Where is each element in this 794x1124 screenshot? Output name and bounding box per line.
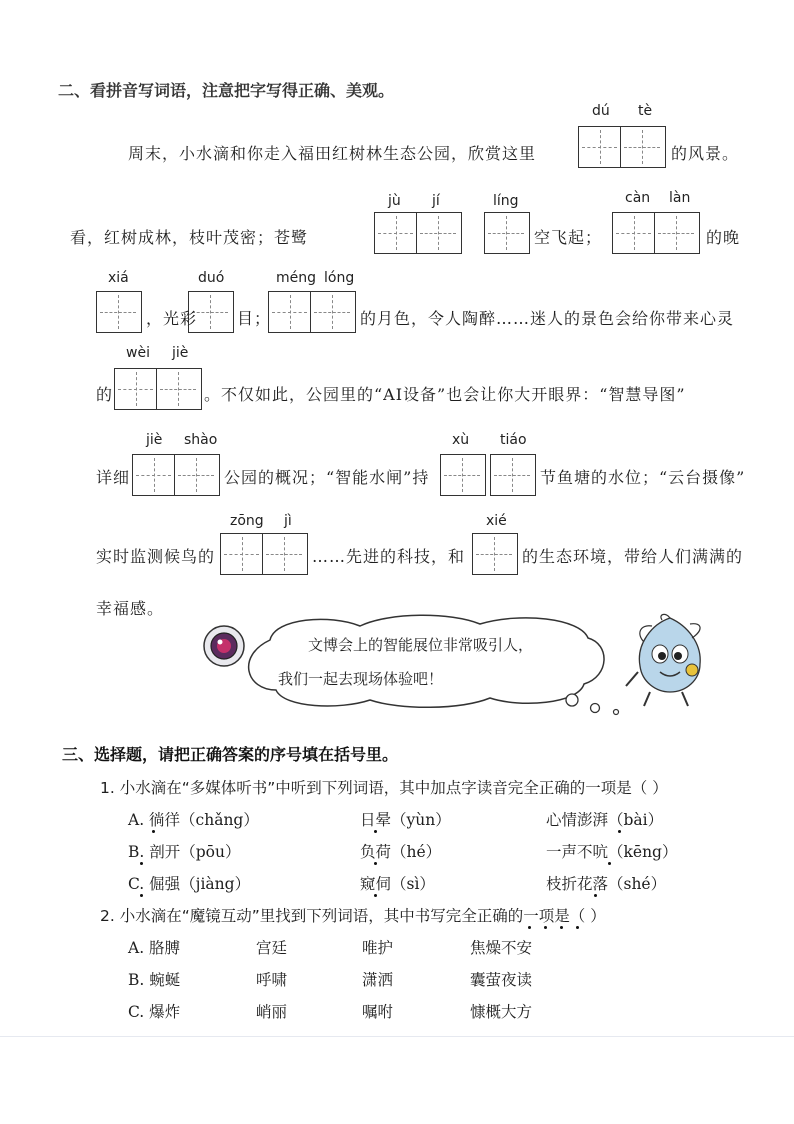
passage-line-3b: 目； xyxy=(237,309,272,328)
section-two-heading: 二、看拼音写词语，注意把字写得正确、美观。 xyxy=(58,81,395,100)
pinyin-tiao: tiáo xyxy=(500,432,527,448)
q1-option-b1: B. 剖开（pōu） xyxy=(128,843,241,861)
page-divider xyxy=(0,1036,794,1037)
passage-line-5a: 详细 xyxy=(96,468,131,487)
emphasis-dot xyxy=(608,862,611,865)
pinyin-xu: xù xyxy=(452,432,470,448)
q2-option-b4: 囊萤夜读 xyxy=(470,971,533,989)
q2-option-b1: B. 蜿蜒 xyxy=(128,971,181,989)
pinyin-jie2: jiè xyxy=(146,432,163,448)
emphasis-dot xyxy=(618,830,621,833)
q2-option-c2: 峭丽 xyxy=(256,1003,288,1021)
writing-grid-tiao[interactable] xyxy=(490,454,536,496)
pinyin-jie: jiè xyxy=(172,345,189,361)
emphasis-dot xyxy=(140,862,143,865)
pinyin-wei: wèi xyxy=(126,345,150,361)
passage-line-3a: ，光彩 xyxy=(146,309,198,328)
q2-option-c4: 慷概大方 xyxy=(470,1003,533,1021)
q1-option-a1: A. 徜徉（chǎng） xyxy=(128,811,259,829)
pinyin-duo: duó xyxy=(198,270,225,286)
passage-line-2b: 空飞起； xyxy=(534,228,603,247)
emphasis-dot xyxy=(576,926,579,929)
writing-grid-canlan[interactable] xyxy=(612,212,700,254)
passage-line-3c: 的月色，令人陶醉……迷人的景色会给你带来心灵 xyxy=(360,309,735,328)
passage-line-6b: ……先进的科技，和 xyxy=(312,547,466,566)
writing-grid-jieshao[interactable] xyxy=(132,454,220,496)
writing-grid-menglong[interactable] xyxy=(268,291,356,333)
q2-option-a4: 焦燥不安 xyxy=(470,939,533,957)
bubble-line-1: 文博会上的智能展位非常吸引人， xyxy=(308,636,534,654)
water-drop-mascot xyxy=(622,612,718,712)
pinyin-du: dú xyxy=(592,103,610,119)
writing-grid-juji[interactable] xyxy=(374,212,462,254)
q1-option-c2: 窥伺（sì） xyxy=(360,875,435,893)
q1-option-c1: C. 倔强（jiàng） xyxy=(128,875,251,893)
q2-option-c3: 嘱咐 xyxy=(362,1003,394,1021)
writing-grid-xia[interactable] xyxy=(96,291,142,333)
pinyin-ji2: jì xyxy=(284,513,292,529)
bubble-line-2: 我们一起去现场体验吧！ xyxy=(278,670,444,688)
passage-line-2c: 的晚 xyxy=(706,228,741,247)
emphasis-dot xyxy=(152,830,155,833)
q2-option-b3: 潇洒 xyxy=(362,971,394,989)
emphasis-dot xyxy=(594,894,597,897)
writing-grid-xu[interactable] xyxy=(440,454,486,496)
speech-bubble xyxy=(200,612,640,722)
pinyin-xia: xiá xyxy=(108,270,129,286)
passage-line-7: 幸福感。 xyxy=(96,599,165,618)
writing-grid-xie[interactable] xyxy=(472,533,518,575)
emphasis-dot xyxy=(374,894,377,897)
q1-option-a2: 日晕（yùn） xyxy=(360,811,451,829)
q1-option-c3: 枝折花落（shé） xyxy=(546,875,667,893)
passage-line-1b: 的风景。 xyxy=(671,144,740,163)
pinyin-zong: zōng xyxy=(230,513,264,529)
q2-option-a2: 宫廷 xyxy=(256,939,288,957)
q1-option-a3: 心情澎湃（bài） xyxy=(546,811,664,829)
pinyin-shao: shào xyxy=(184,432,218,448)
pinyin-meng: méng xyxy=(276,270,317,286)
pinyin-ji: jí xyxy=(432,193,440,209)
passage-line-2a: 看，红树成林，枝叶茂密；苍鹭 xyxy=(70,228,309,247)
question-2-stem: 2. 小水滴在“魔镜互动”里找到下列词语，其中书写完全正确的一项是（ ） xyxy=(100,907,606,925)
emphasis-dot xyxy=(140,894,143,897)
writing-grid-dute[interactable] xyxy=(578,126,666,168)
pinyin-te: tè xyxy=(638,103,653,119)
pinyin-lan: làn xyxy=(669,190,691,206)
passage-line-4a: 的 xyxy=(96,385,114,404)
pinyin-can: càn xyxy=(625,190,651,206)
emphasis-dot xyxy=(374,830,377,833)
writing-grid-ling[interactable] xyxy=(484,212,530,254)
q2-option-a1: A. 胳膊 xyxy=(128,939,181,957)
passage-line-4b: 。不仅如此，公园里的“AI设备”也会让你大开眼界：“智慧导图” xyxy=(204,385,686,404)
passage-line-5c: 节鱼塘的水位；“云台摄像” xyxy=(540,468,746,487)
passage-line-6c: 的生态环境，带给人们满满的 xyxy=(522,547,744,566)
pinyin-ling: líng xyxy=(493,193,519,209)
camera-lens-icon xyxy=(200,622,248,670)
writing-grid-weijie[interactable] xyxy=(114,368,202,410)
q1-option-b2: 负荷（hé） xyxy=(360,843,442,861)
emphasis-dot xyxy=(374,862,377,865)
q2-option-a3: 唯护 xyxy=(362,939,394,957)
emphasis-dot xyxy=(544,926,547,929)
q1-option-b3: 一声不吭（kēng） xyxy=(546,843,678,861)
emphasis-dot xyxy=(560,926,563,929)
passage-line-6a: 实时监测候鸟的 xyxy=(96,547,216,566)
pinyin-ju: jù xyxy=(388,193,401,209)
emphasis-dot xyxy=(528,926,531,929)
q2-option-c1: C. 爆炸 xyxy=(128,1003,181,1021)
passage-line-1a: 周末，小水滴和你走入福田红树林生态公园，欣赏这里 xyxy=(128,144,537,163)
writing-grid-zongji[interactable] xyxy=(220,533,308,575)
q2-option-b2: 呼啸 xyxy=(256,971,288,989)
pinyin-xie: xié xyxy=(486,513,507,529)
passage-line-5b: 公园的概况；“智能水闸”持 xyxy=(224,468,430,487)
section-three-heading: 三、选择题，请把正确答案的序号填在括号里。 xyxy=(62,745,399,764)
question-1-stem: 1. 小水滴在“多媒体听书”中听到下列词语，其中加点字读音完全正确的一项是（ ） xyxy=(100,779,668,797)
pinyin-long: lóng xyxy=(324,270,355,286)
